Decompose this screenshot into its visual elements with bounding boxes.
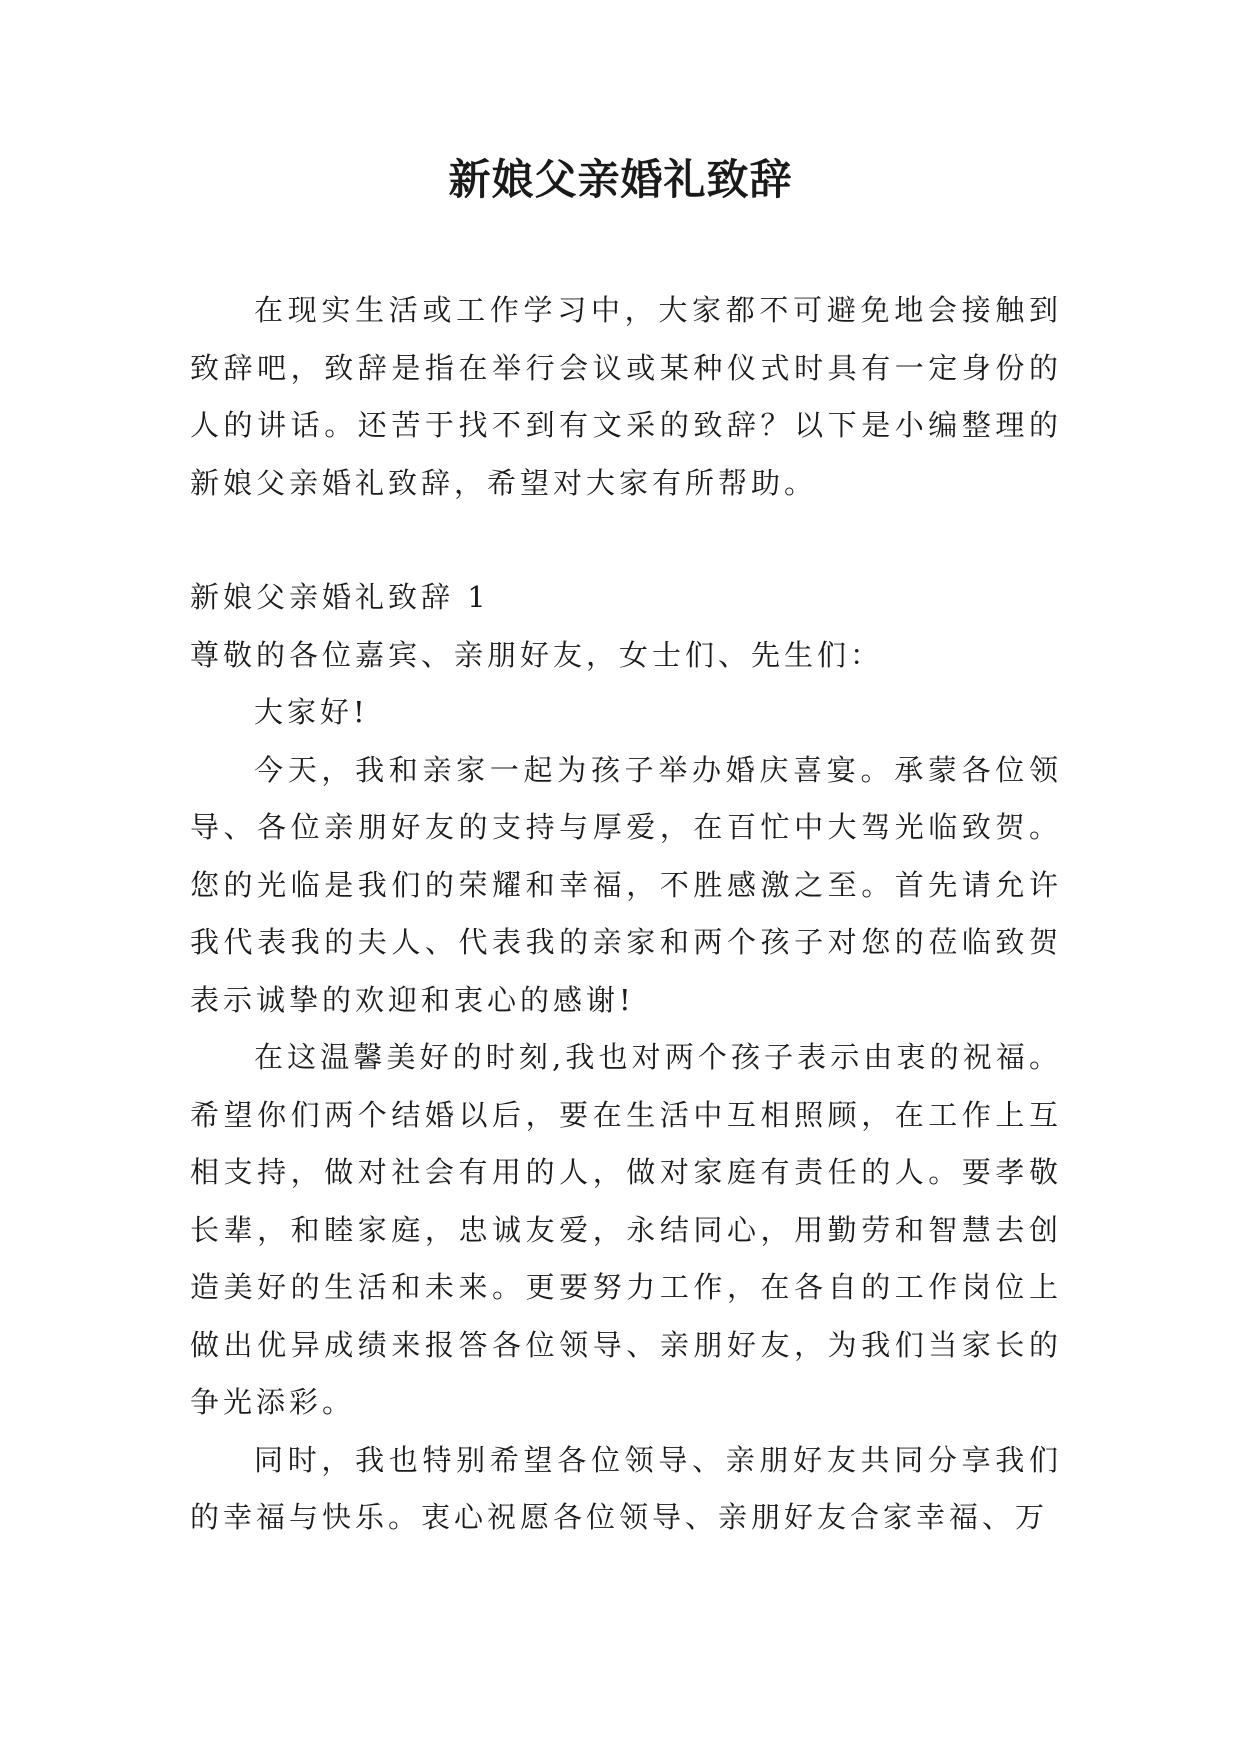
document-title: 新娘父亲婚礼致辞 (448, 155, 793, 204)
greeting: 大家好! (254, 695, 369, 729)
body-paragraph: 今天，我和亲家一起为孩子举办婚庆喜宴。承蒙各位领导、各位亲朋好友的支持与厚爱，在百忙中大驾光临致贺。您的光临是我们的荣耀和幸福，不胜感激之至。首先请允许我代表我的夫人、代表我的亲家和两个孩子对您的莅临致贺表示诚挚的欢迎和衷心的感谢! (190, 752, 1062, 1017)
body-paragraph: 同时，我也特别希望各位领导、亲朋好友共同分享我们的幸福与快乐。衷心祝愿各位领导、亲朋好友合家幸福、万 (190, 1442, 1062, 1534)
section-heading: 新娘父亲婚礼致辞 1 (190, 580, 490, 614)
intro-paragraph: 在现实生活或工作学习中，大家都不可避免地会接触到致辞吧，致辞是指在举行会议或某种仪式时具有一定身份的人的讲话。还苦于找不到有文采的致辞？以下是小编整理的新娘父亲婚礼致辞，希望对大家有所帮助。 (190, 293, 1062, 500)
body-paragraph: 在这温馨美好的时刻,我也对两个孩子表示由衷的祝福。希望你们两个结婚以后，要在生活中互相照顾，在工作上互相支持，做对社会有用的人，做对家庭有责任的人。要孝敬长辈，和睦家庭，忠诚友爱，永结同心，用勤劳和智慧去创造美好的生活和未来。更要努力工作，在各自的工作岗位上做出优异成绩来报答各位领导、亲朋好友，为我们当家长的争光添彩。 (190, 1040, 1062, 1419)
salutation: 尊敬的各位嘉宾、亲朋好友，女士们、先生们： (190, 637, 884, 672)
document-body (190, 282, 1062, 1547)
